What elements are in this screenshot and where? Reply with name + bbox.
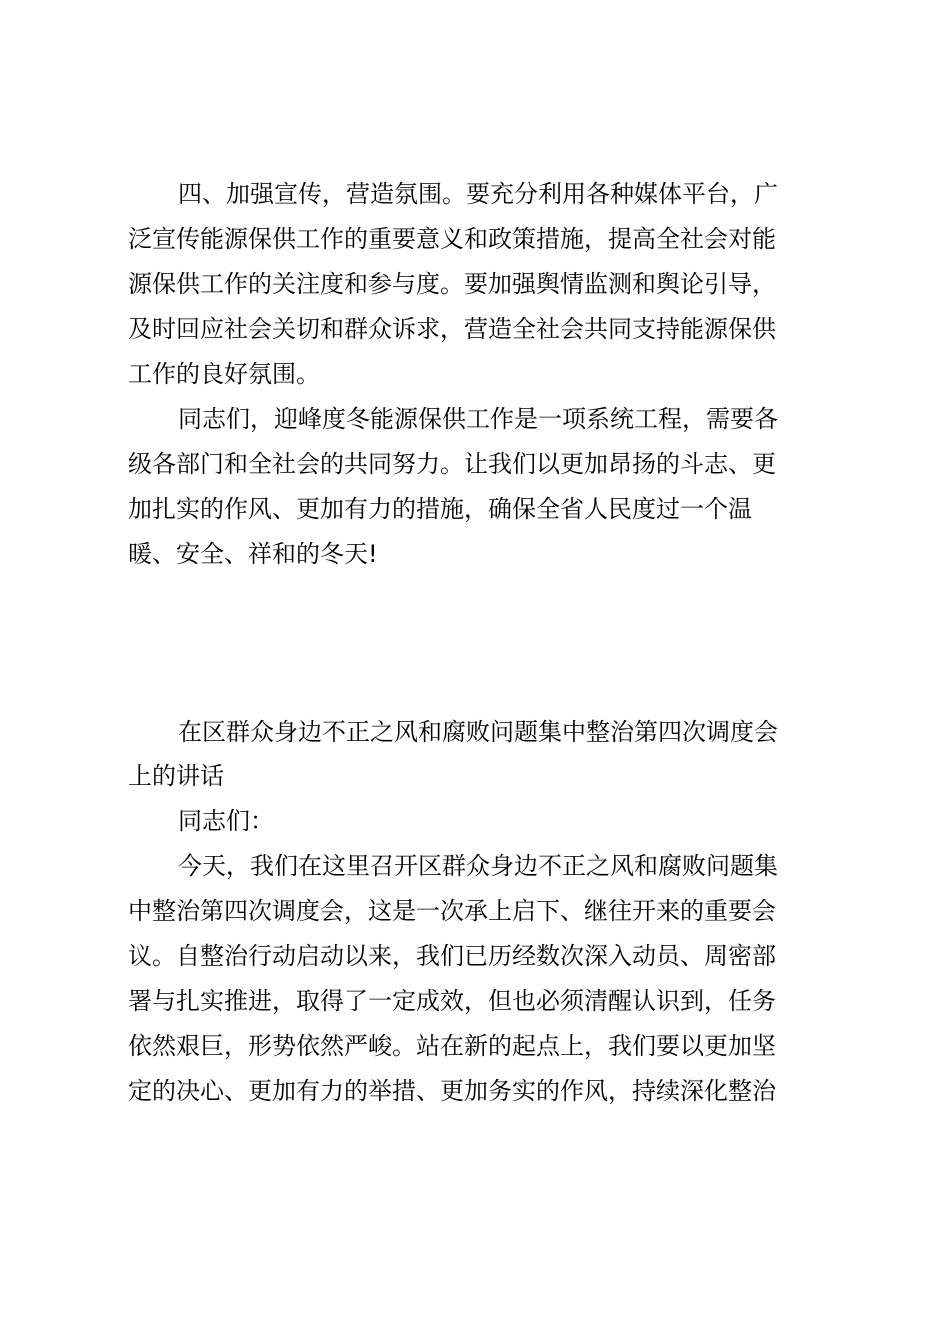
paragraph-line: 加扎实的作风、更加有力的措施，确保全省人民度过一个温 bbox=[128, 495, 752, 523]
paragraph-line: 议。自整治行动启动以来，我们已历经数次深入动员、周密部 bbox=[128, 942, 776, 970]
paragraph-line: 泛宣传能源保供工作的重要意义和政策措施，提高全社会对能 bbox=[128, 225, 776, 253]
paragraph-line: 级各部门和全社会的共同努力。让我们以更加昂扬的斗志、更 bbox=[128, 450, 776, 478]
paragraph-line: 工作的良好氛围。 bbox=[128, 360, 320, 388]
paragraph-line: 定的决心、更加有力的举措、更加务实的作风，持续深化整治 bbox=[128, 1077, 776, 1105]
paragraph-line: 署与扎实推进，取得了一定成效，但也必须清醒认识到，任务 bbox=[128, 987, 776, 1015]
paragraph-line: 同志们，迎峰度冬能源保供工作是一项系统工程，需要各 bbox=[178, 405, 778, 433]
paragraph-line: 中整治第四次调度会，这是一次承上启下、继往开来的重要会 bbox=[128, 897, 776, 925]
paragraph-line: 今天，我们在这里召开区群众身边不正之风和腐败问题集 bbox=[178, 852, 778, 880]
paragraph-line: 源保供工作的关注度和参与度。要加强舆情监测和舆论引导， bbox=[128, 270, 776, 298]
paragraph-line: 暖、安全、祥和的冬天! bbox=[128, 540, 378, 568]
paragraph-line: 及时回应社会关切和群众诉求，营造全社会共同支持能源保供 bbox=[128, 315, 776, 343]
paragraph-line: 四、加强宣传，营造氛围。要充分利用各种媒体平台，广 bbox=[178, 180, 778, 208]
salutation: 同志们： bbox=[178, 807, 274, 835]
paragraph-line: 依然艰巨，形势依然严峻。站在新的起点上，我们要以更加坚 bbox=[128, 1032, 776, 1060]
speech-title: 上的讲话 bbox=[128, 762, 224, 790]
speech-title: 在区群众身边不正之风和腐败问题集中整治第四次调度会 bbox=[178, 718, 778, 746]
